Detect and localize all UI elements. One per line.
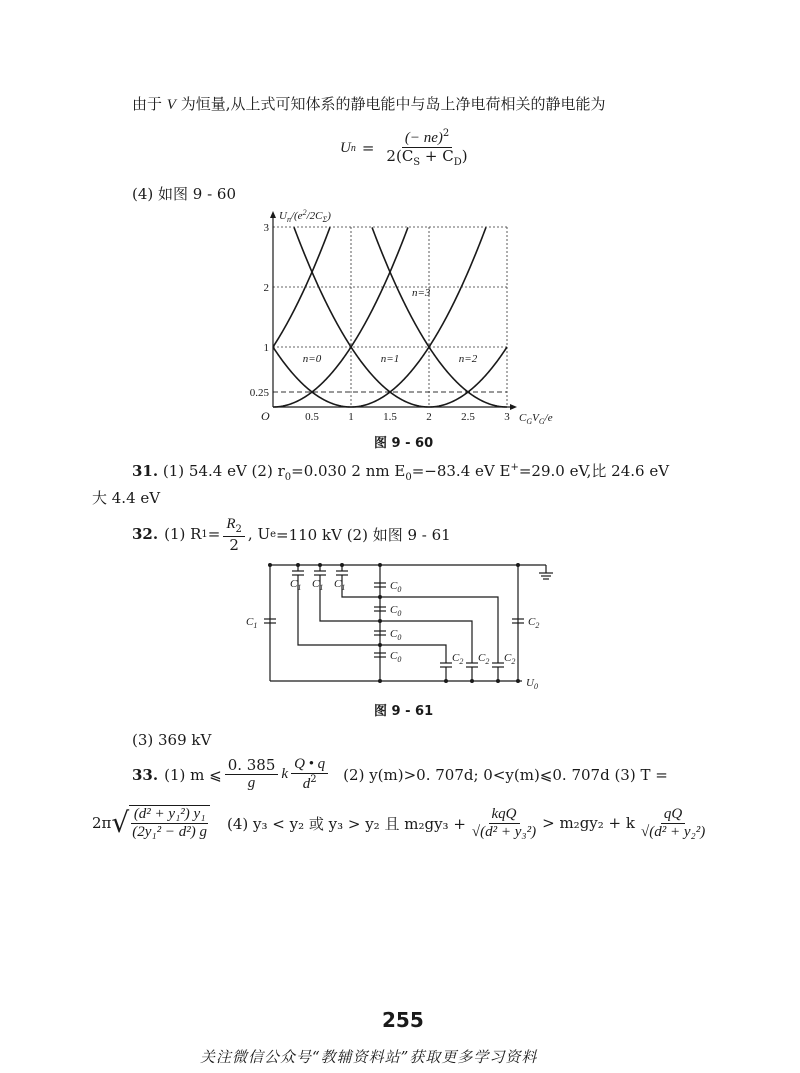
node-dot	[268, 563, 272, 567]
curve-label: n=1	[380, 353, 400, 365]
q32-frac-num-sub: 2	[235, 524, 242, 535]
q33-frac1	[225, 757, 279, 793]
q33-f4-num: qQ	[661, 806, 685, 824]
q32-line	[132, 515, 451, 554]
y-axis-label: $U_n/(e^2/2C_\Sigma)$	[279, 208, 331, 224]
curve-n3	[372, 227, 507, 407]
eq-den: 2(C	[386, 147, 414, 166]
q31-e-val: =−83.4 eV E	[411, 462, 511, 480]
page-number: 255	[382, 1008, 424, 1032]
x-axis-arrow	[510, 404, 517, 410]
q33-sqrt-frac	[129, 805, 210, 842]
q31-tail: =29.0 eV,比 24.6 eV	[518, 462, 670, 480]
label-c0-1: $C_0$	[390, 580, 402, 594]
q33-gt: > m₂gy₂ + k	[542, 814, 635, 833]
node-dot	[318, 563, 322, 567]
q32-frac-den: 2	[229, 535, 239, 554]
q32-ue-sub: e	[270, 528, 277, 540]
q33-part2: (2) y(m)>0. 707d; 0<y(m)⩽0. 707d (3) T =	[343, 765, 668, 784]
eq-den-mid: + C	[420, 147, 454, 166]
q31-number: 31.	[132, 462, 159, 480]
q31-r-val: =0.030 2 nm E	[291, 462, 406, 480]
q33-part4: (4) y₃ < y₂ 或 y₃ > y₂ 且 m₂gy₃ +	[226, 814, 466, 833]
y-tick-label: 3	[263, 222, 269, 234]
q33-f3-num: kqQ	[489, 806, 520, 824]
q33-f1-num: 0. 385	[225, 757, 279, 775]
label-c0-2: $C_0$	[390, 604, 402, 618]
q32-eq: =	[207, 525, 221, 544]
eq-den-end: )	[461, 147, 468, 166]
footer-note: 关注微信公众号“教辅资料站”获取更多学习资料	[200, 1048, 538, 1066]
intro-var-v: V	[166, 97, 176, 113]
q32-part1: (1) R	[164, 525, 202, 544]
y-axis-arrow	[270, 211, 276, 218]
q32-r1-sub: 1	[201, 528, 208, 540]
label-c1-c: $C_1$	[334, 578, 346, 592]
label-c2-b: $C_2$	[478, 652, 490, 666]
wire-c1c	[342, 575, 498, 663]
node-dot	[378, 643, 382, 647]
label-u0: $U_0$	[526, 677, 538, 691]
item4-line: (4) 如图 9 - 60	[132, 185, 237, 203]
x-tick-label: 2.5	[461, 411, 475, 423]
equation-un	[340, 128, 474, 169]
q33-f2-den: d	[302, 776, 311, 793]
eq-fraction	[383, 128, 470, 169]
q31-e-sub: 0	[405, 472, 412, 483]
q32-number: 32.	[132, 525, 159, 544]
node-dot	[496, 679, 500, 683]
curve-label: n=2	[458, 353, 478, 365]
eq-num-sup: 2	[442, 128, 450, 139]
q31-line1	[132, 460, 669, 483]
label-c0-3: $C_0$	[390, 628, 402, 642]
y-tick-label: 0.25	[249, 387, 269, 399]
node-dot	[470, 679, 474, 683]
origin-label: O	[261, 409, 270, 423]
intro-text-before: 由于	[132, 95, 163, 113]
figure-9-60-caption: 图 9 - 60	[374, 436, 434, 451]
q33-part1: (1) m ⩽	[164, 765, 222, 784]
q33-f4-den: √(d² + y₂²)	[640, 823, 706, 840]
label-c1-b: $C_1$	[312, 578, 324, 592]
label-c0-4: $C_0$	[390, 650, 402, 664]
eq-equals: =	[361, 139, 375, 158]
q32-fraction	[223, 515, 245, 554]
q33-line2	[92, 805, 711, 842]
q32-ue-val: =110 kV (2) 如图 9 - 61	[276, 525, 451, 544]
x-tick-label: 3	[504, 411, 510, 423]
node-dot	[516, 679, 520, 683]
eq-den-d: D	[453, 157, 462, 169]
node-dot	[378, 595, 382, 599]
y-tick-label: 2	[263, 282, 269, 294]
q33-sqrt-num: (d² + y₁²) y₁	[131, 806, 209, 824]
figure-9-61	[240, 555, 570, 695]
x-tick-label: 2	[426, 411, 432, 423]
grid	[273, 227, 507, 407]
label-c2-c: $C_2$	[504, 652, 516, 666]
q32-ue: , U	[247, 525, 271, 544]
q33-f2-den-sup: 2	[310, 774, 317, 786]
curve-label: n=3	[411, 287, 431, 299]
node-dot	[516, 563, 520, 567]
q33-frac2	[291, 756, 328, 794]
node-dot	[340, 563, 344, 567]
q32-part3: (3) 369 kV	[132, 731, 212, 749]
intro-line	[132, 93, 606, 114]
q32-frac-num: R	[226, 516, 236, 532]
q33-frac3	[469, 806, 539, 842]
eq-lhs: U	[340, 139, 351, 156]
curve-n0	[273, 227, 408, 407]
label-c1-left: $C_1$	[246, 616, 258, 630]
node-dot	[444, 679, 448, 683]
q33-line1	[132, 756, 668, 794]
node-dot	[378, 619, 382, 623]
label-c1-a: $C_1$	[290, 578, 302, 592]
node-dot	[378, 563, 382, 567]
node-dot	[378, 679, 382, 683]
curve-label: n=0	[302, 353, 322, 365]
figure-9-61-caption: 图 9 - 61	[374, 704, 434, 719]
q33-f1-den: g	[247, 775, 256, 792]
figure-9-60	[245, 205, 565, 430]
q33-k: k	[281, 766, 289, 783]
q31-part1: (1) 54.4 eV (2) r	[162, 462, 285, 480]
q33-number: 33.	[132, 765, 159, 784]
y-tick-label: 1	[263, 342, 269, 354]
q33-f2-num: Q • q	[291, 756, 328, 774]
intro-text-after: 为恒量,从上式可知体系的静电能中与岛上净电荷相关的静电能为	[180, 95, 606, 113]
node-dot	[296, 563, 300, 567]
x-tick-label: 1	[348, 411, 354, 423]
q31-e-sup: +	[510, 462, 519, 473]
x-axis-label: $C_GV_G/e$	[519, 412, 553, 426]
label-c2-right: $C_2$	[528, 616, 540, 630]
q31-line2: 大 4.4 eV	[92, 489, 161, 507]
eq-den-s: S	[413, 157, 421, 169]
label-c2-a: $C_2$	[452, 652, 464, 666]
q33-f3-den: √(d² + y₃²)	[471, 823, 537, 840]
x-tick-label: 1.5	[383, 411, 397, 423]
q33-two-pi: 2π	[92, 814, 112, 833]
q33-frac4	[638, 806, 708, 842]
q33-sqrt-den: (2y₁² − d²) g	[132, 824, 207, 841]
sqrt-sign: √	[111, 806, 130, 840]
eq-numerator: (− ne)	[404, 130, 443, 146]
x-tick-label: 0.5	[305, 411, 319, 423]
q31-r-sub: 0	[284, 472, 292, 483]
eq-lhs-sub: n	[350, 142, 356, 154]
curves	[273, 227, 507, 407]
